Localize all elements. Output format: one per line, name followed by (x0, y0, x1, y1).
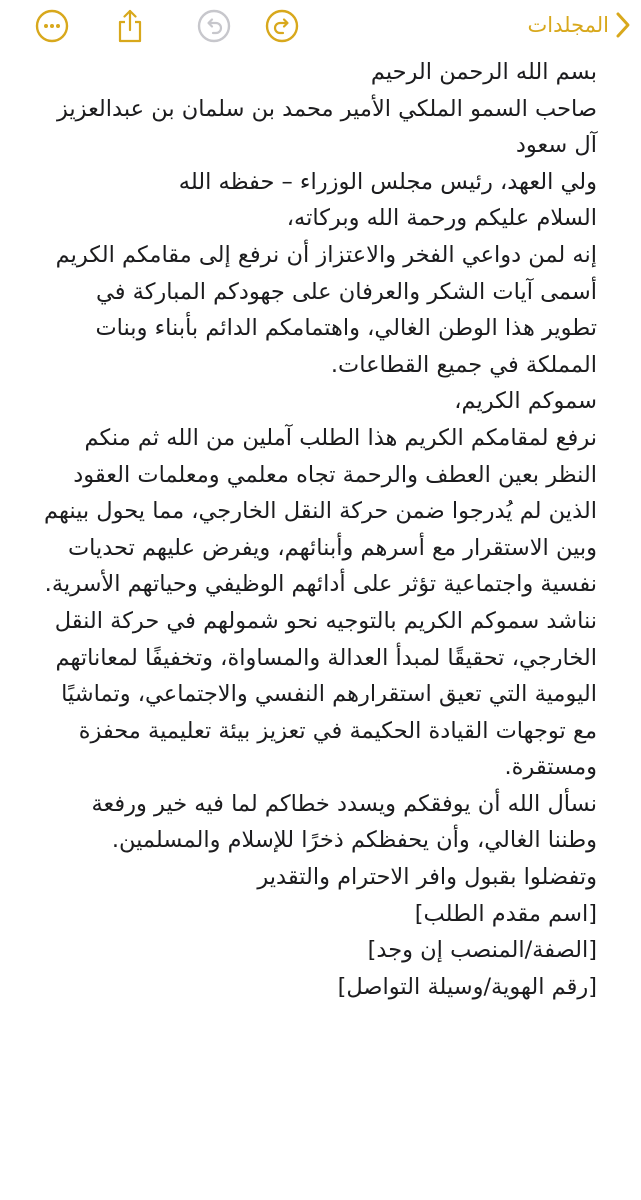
note-body[interactable] (37, 54, 597, 1005)
undo-icon (197, 9, 231, 43)
note-line-closing: وتفضلوا بقبول وافر الاحترام والتقدير (257, 864, 597, 891)
undo-button[interactable] (196, 8, 232, 44)
back-label: المجلدات (527, 13, 609, 37)
note-paragraph-request: نرفع لمقامكم الكريم هذا الطلب آملين من الله ثم منكم النظر بعين العطف والرحمة تجاه معلمي ومعلمات العقود الذين لم يُدرجوا ضمن حركة النقل الخارجي، مما يحول بينهم وبين الاستقرار مع أسرهم وأبنائهم، ويفرض عليهم تحديات نفسية واجتماعية تؤثر على أدائهم الوظيفي وحياتهم الأسرية. (43, 424, 597, 598)
redo-icon (265, 9, 299, 43)
note-paragraph-intro: إنه لمن دواعي الفخر والاعتزاز أن نرفع إلى مقامكم الكريم أسمى آيات الشكر والعرفان على جهودكم المباركة في تطوير هذا الوطن الغالي، واهتمامكم الدائم بأبناء وبنات المملكة في جميع القطاعات. (55, 241, 597, 378)
notes-toolbar (0, 0, 641, 52)
note-line-title: ولي العهد، رئيس مجلس الوزراء – حفظه الله (178, 168, 597, 195)
redo-button[interactable] (264, 8, 300, 44)
note-line-greeting: السلام عليكم ورحمة الله وبركاته، (286, 205, 597, 232)
note-line-applicant-contact: [رقم الهوية/وسيلة التواصل] (337, 973, 597, 1000)
ellipsis-circle-icon (35, 9, 69, 43)
more-options-button[interactable] (34, 8, 70, 44)
share-button[interactable] (112, 8, 148, 44)
note-line-salutation: سموكم الكريم، (454, 388, 597, 415)
chevron-right-icon (615, 11, 631, 39)
back-to-folders-button[interactable] (527, 8, 631, 42)
note-line-basmala: بسم الله الرحمن الرحيم (370, 59, 597, 85)
note-paragraph-prayer: نسأل الله أن يوفقكم ويسدد خطاكم لما فيه خير ورفعة وطننا الغالي، وأن يحفظكم ذخرًا للإسلام والمسلمين. (91, 790, 597, 854)
note-paragraph-appeal: نناشد سموكم الكريم بالتوجيه نحو شمولهم في حركة النقل الخارجي، تحقيقًا لمبدأ العدالة والمساواة، وتخفيفًا لمعاناتهم اليومية التي تعيق استقرارهم النفسي والاجتماعي، وتماشيًا مع توجهات القيادة الحكيمة في تعزيز بيئة تعليمية محفزة ومستقرة. (54, 607, 597, 781)
note-line-applicant-position: [الصفة/المنصب إن وجد] (367, 937, 597, 964)
note-line-addressee: صاحب السمو الملكي الأمير محمد بن سلمان بن عبدالعزيز آل سعود (56, 95, 597, 159)
share-icon (115, 8, 145, 44)
note-line-applicant-name: [اسم مقدم الطلب] (414, 900, 597, 927)
